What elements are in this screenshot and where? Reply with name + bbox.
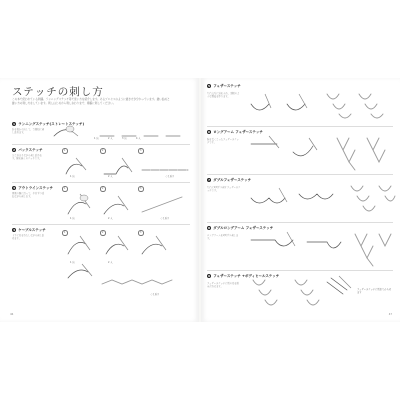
cable-stitch-diagram	[62, 234, 192, 294]
feather-stitch-diagram	[247, 86, 397, 126]
step-number-3: 3	[138, 230, 144, 236]
step-number-1: 1	[62, 148, 68, 154]
book-spread	[0, 78, 400, 322]
section-title: フェザーステッチ +ボディヒールステッチ	[213, 274, 280, 278]
section-title: バックステッチ	[18, 148, 43, 152]
right-page	[201, 78, 400, 322]
section-heading-outline	[12, 186, 53, 191]
section-heading-cable	[12, 228, 46, 233]
step-label: 2 入	[108, 217, 113, 220]
section-title: アウトラインステッチ	[18, 186, 53, 190]
intro-text: この本で使われている刺繍。ランニングステッチ等で使い方を紹介します。あるプロセスのように描き方が分かっています。縫い始めと縫い方の刺し方をしています。刺しはじめから刺しおわりまで、順番に刺してください。	[12, 98, 170, 105]
section-heading-back	[12, 148, 43, 153]
section-description: 針を表から出して、等間隔に刺し進めます。	[12, 128, 45, 134]
outline-stitch-diagram	[62, 190, 192, 222]
section-number: 4	[12, 228, 16, 232]
step-label: 1 出	[70, 217, 75, 220]
section-number: 2	[12, 148, 16, 152]
step-number-3: 3	[138, 186, 144, 192]
section-heading-feather	[207, 84, 241, 89]
step-number-1: 1	[62, 230, 68, 236]
section-description: 左右交互に針を入れ、羽根のような模様を作ります。	[207, 92, 240, 98]
step-label: 4 入	[136, 137, 141, 140]
section-description: 左右に2回ずつ刺すフェザーステッチです。	[207, 186, 241, 192]
section-number: 1	[12, 122, 16, 126]
step-number-2: 2	[100, 148, 106, 154]
section-description: 図案の線に沿って、半目ずつ重ねながら刺します。	[12, 192, 45, 198]
longarm-feather-diagram	[247, 132, 397, 172]
step-number-3: 3	[138, 148, 144, 154]
section-divider	[12, 144, 190, 145]
double-feather-diagram	[247, 180, 397, 220]
section-description: フェザーステッチに別の糸を組み合わせます。	[207, 282, 239, 288]
feather-combo-diagram	[247, 274, 357, 314]
step-label: くり返す	[150, 293, 160, 296]
section-description: 上下に糸をわたしながら刺し進めます。	[12, 234, 45, 240]
section-divider	[12, 224, 190, 225]
step-label: くり返す	[165, 175, 175, 178]
step-label: 1 出	[70, 261, 75, 264]
end-note: フェザーステッチに別糸でからめます	[357, 288, 392, 294]
section-divider	[207, 222, 393, 223]
step-label: 2 入	[108, 261, 113, 264]
section-number: 9	[207, 274, 211, 278]
double-longarm-diagram	[247, 228, 397, 268]
section-description: 腕を長くとったフェザーステッチです。	[207, 138, 239, 144]
section-divider	[12, 182, 190, 183]
step-number-2: 2	[100, 230, 106, 236]
section-number: 6	[207, 130, 211, 134]
step-label: 1 出	[70, 175, 75, 178]
step-number-2: 2	[100, 186, 106, 192]
step-label: 3 出	[122, 137, 127, 140]
section-divider	[207, 270, 393, 271]
section-divider	[207, 174, 393, 175]
step-label: 1 出	[94, 137, 99, 140]
section-title: ケーブルステッチ	[18, 228, 46, 232]
step-label: 2 入	[108, 137, 113, 140]
section-description: ひと針戻りながら刺し進めます。線を描くステッチです。	[12, 154, 42, 160]
section-number: 5	[207, 84, 211, 88]
section-description: ロングアームを2回ずつ刺します。	[207, 234, 239, 240]
page-title: ステッチの刺し方	[12, 86, 104, 98]
section-title: ダブルフェザーステッチ	[213, 178, 252, 182]
section-title: ランニングステッチ(ストレートステッチ)	[18, 122, 85, 126]
section-number: 3	[12, 186, 16, 190]
section-title: ロングアーム フェザーステッチ	[213, 130, 263, 134]
section-number: 8	[207, 226, 211, 230]
left-page	[0, 78, 199, 322]
step-label: 2 入	[108, 175, 113, 178]
section-title: フェザーステッチ	[213, 84, 241, 88]
running-stitch-diagram	[50, 124, 190, 140]
section-heading-double-feather	[207, 178, 251, 183]
page-number: 47	[388, 313, 392, 316]
section-number: 7	[207, 178, 211, 182]
section-title: ダブルロングアーム フェザーステッチ	[213, 226, 274, 230]
section-divider	[207, 126, 393, 127]
page-number: 46	[10, 313, 14, 316]
step-label: くり返す	[160, 217, 170, 220]
step-number-1: 1	[62, 186, 68, 192]
